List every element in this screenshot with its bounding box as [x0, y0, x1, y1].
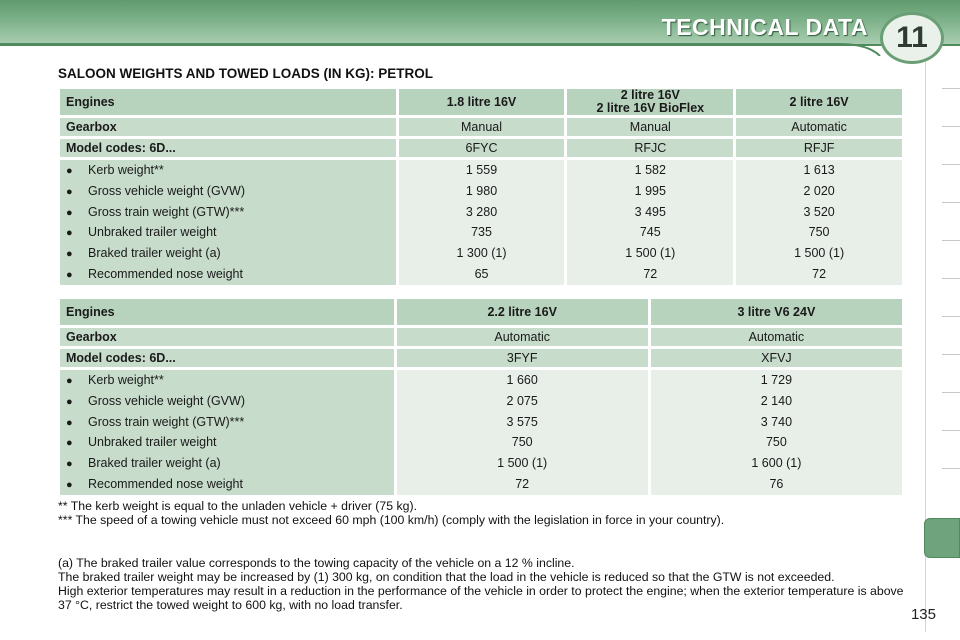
tab-divider: [942, 126, 960, 127]
tab-divider: [942, 392, 960, 393]
cell-value: 1 660: [506, 373, 538, 387]
model-codes-row: [60, 139, 902, 157]
cell-value: 72: [812, 266, 827, 281]
list-item: ● Recommended nose weight: [66, 264, 390, 285]
tab-divider: [942, 468, 960, 469]
cell-value: 745: [639, 225, 661, 240]
cell-value: 3 740: [760, 414, 793, 429]
cell-value: 72: [515, 476, 530, 491]
tab-divider: [942, 240, 960, 241]
cell-value: 1 300 (1): [456, 246, 507, 261]
engines-row: [60, 89, 902, 115]
tab-divider: [942, 202, 960, 203]
weights-col-2: [567, 160, 733, 285]
tab-divider: [942, 88, 960, 89]
gearbox-label: Gearbox: [60, 328, 394, 346]
cell-value: 1 995: [634, 183, 666, 198]
cell-value: 2 075: [506, 393, 538, 408]
bullet-icon: ●: [66, 165, 73, 177]
list-item: ● Braked trailer weight (a): [66, 243, 390, 264]
bullet-icon: ●: [66, 478, 73, 491]
engine-col-3: 2 litre 16V: [736, 89, 902, 115]
list-item: ● Unbraked trailer weight: [66, 432, 388, 453]
cell-value: 3 495: [634, 204, 666, 219]
cell-value: 1 559: [465, 163, 498, 177]
gearbox-col-3: Automatic: [736, 118, 902, 136]
cell-value: 1 500 (1): [794, 246, 845, 261]
engine-col-1: 2.2 litre 16V: [397, 299, 648, 325]
bullet-icon: ●: [66, 185, 73, 198]
active-chapter-tab[interactable]: [924, 518, 960, 558]
list-item: ● Gross train weight (GTW)***: [66, 202, 390, 223]
list-item: ● Recommended nose weight: [66, 474, 388, 495]
engine-col-2-line-1: 2 litre 16V: [620, 88, 680, 102]
engine-col-2: [567, 89, 733, 115]
note-braked-trailer: (a) The braked trailer value corresponds to the towing capacity of the vehicle on a 12 % incline.: [58, 556, 575, 570]
gearbox-col-2: Automatic: [651, 328, 902, 346]
cell-value: 2 140: [760, 393, 793, 408]
model-codes-row: [60, 349, 902, 367]
cell-value: 1 582: [634, 163, 666, 177]
footnote-towing-speed: *** The speed of a towing vehicle must not exceed 60 mph (100 km/h) (comply with the legislation in force in your country).: [58, 513, 725, 527]
tab-divider: [942, 430, 960, 431]
weight-labels: [60, 160, 396, 285]
gearbox-row: [60, 328, 902, 346]
bullet-icon: ●: [66, 375, 73, 387]
list-item: ● Kerb weight**: [66, 370, 388, 391]
weights-block: [60, 160, 902, 285]
cell-value: 1 500 (1): [625, 246, 676, 261]
list-item: ● Unbraked trailer weight: [66, 222, 390, 243]
bullet-icon: ●: [66, 206, 73, 219]
tab-divider: [942, 278, 960, 279]
bullet-icon: ●: [66, 227, 73, 240]
gearbox-label: Gearbox: [60, 118, 396, 136]
tab-divider: [942, 164, 960, 165]
page-number: 135: [910, 606, 936, 623]
note-high-temperature: High exterior temperatures may result in a reduction in the performance of the vehicle in order to protect the engine; when the exterior temperature is above 37 °C, restrict the towed weight to 600 kg, with no load transfer.: [58, 584, 904, 612]
model-code-col-1: 3FYF: [397, 349, 648, 367]
list-item: ● Gross train weight (GTW)***: [66, 412, 388, 433]
model-code-col-2: XFVJ: [651, 349, 902, 367]
tab-divider: [942, 316, 960, 317]
cell-value: 3 575: [506, 414, 538, 429]
weights-col-1: [399, 160, 565, 285]
cell-value: 3 280: [465, 204, 498, 219]
braked-trailer-notes: [58, 556, 908, 612]
bullet-icon: ●: [66, 458, 73, 471]
cell-value: 1 980: [465, 183, 498, 198]
cell-value: 750: [511, 435, 533, 450]
model-code-col-1: 6FYC: [399, 139, 565, 157]
list-item: ● Braked trailer weight (a): [66, 453, 388, 474]
weight-labels: [60, 370, 394, 495]
weights-col-2: [651, 370, 902, 495]
cell-value: 1 500 (1): [497, 456, 548, 471]
engine-col-2-line-2: 2 litre 16V BioFlex: [596, 101, 705, 115]
engines-row: [60, 299, 902, 325]
bullet-icon: ●: [66, 437, 73, 450]
model-codes-label: Model codes: 6D...: [60, 139, 396, 157]
petrol-weights-table-1: [57, 86, 905, 288]
engine-col-2: 3 litre V6 24V: [651, 299, 902, 325]
cell-value: 1 600 (1): [751, 456, 802, 471]
note-braked-increase: The braked trailer weight may be increased by (1) 300 kg, on condition that the load in the vehicle is reduced so that the GTW is not exceeded.: [58, 570, 835, 584]
petrol-weights-table-2: [57, 296, 905, 498]
gearbox-row: [60, 118, 902, 136]
gearbox-col-1: Manual: [399, 118, 565, 136]
weights-block: [60, 370, 902, 495]
gearbox-col-1: Automatic: [397, 328, 648, 346]
footnote-kerb-weight: ** The kerb weight is equal to the unladen vehicle + driver (75 kg).: [58, 499, 417, 513]
engines-label: Engines: [60, 89, 396, 115]
cell-value: 2 020: [803, 183, 835, 198]
cell-value: 3 520: [803, 204, 835, 219]
cell-value: 72: [643, 266, 658, 281]
cell-value: 76: [769, 476, 784, 491]
tab-divider: [942, 354, 960, 355]
bullet-icon: ●: [66, 416, 73, 429]
page-title: SALOON WEIGHTS AND TOWED LOADS (IN KG): PETROL: [58, 66, 433, 81]
gearbox-col-2: Manual: [567, 118, 733, 136]
weights-col-1: [397, 370, 648, 495]
model-code-col-2: RFJC: [567, 139, 733, 157]
engines-label: Engines: [60, 299, 394, 325]
bullet-icon: ●: [66, 395, 73, 408]
chapter-number-badge: 11: [880, 12, 944, 64]
weights-col-3: [736, 160, 902, 285]
cell-value: 750: [808, 225, 830, 240]
bullet-icon: ●: [66, 248, 73, 261]
footnotes: [58, 499, 908, 527]
cell-value: 750: [765, 435, 787, 450]
model-codes-label: Model codes: 6D...: [60, 349, 394, 367]
engine-col-1: 1.8 litre 16V: [399, 89, 565, 115]
cell-value: 735: [471, 225, 492, 240]
section-title: TECHNICAL DATA: [661, 14, 868, 40]
model-code-col-3: RFJF: [736, 139, 902, 157]
cell-value: 65: [474, 266, 489, 281]
bullet-icon: ●: [66, 268, 73, 281]
list-item: ● Gross vehicle weight (GVW): [66, 391, 388, 412]
cell-value: 1 613: [803, 163, 835, 177]
list-item: ● Gross vehicle weight (GVW): [66, 181, 390, 202]
cell-value: 1 729: [760, 373, 793, 387]
list-item: ● Kerb weight**: [66, 160, 390, 181]
